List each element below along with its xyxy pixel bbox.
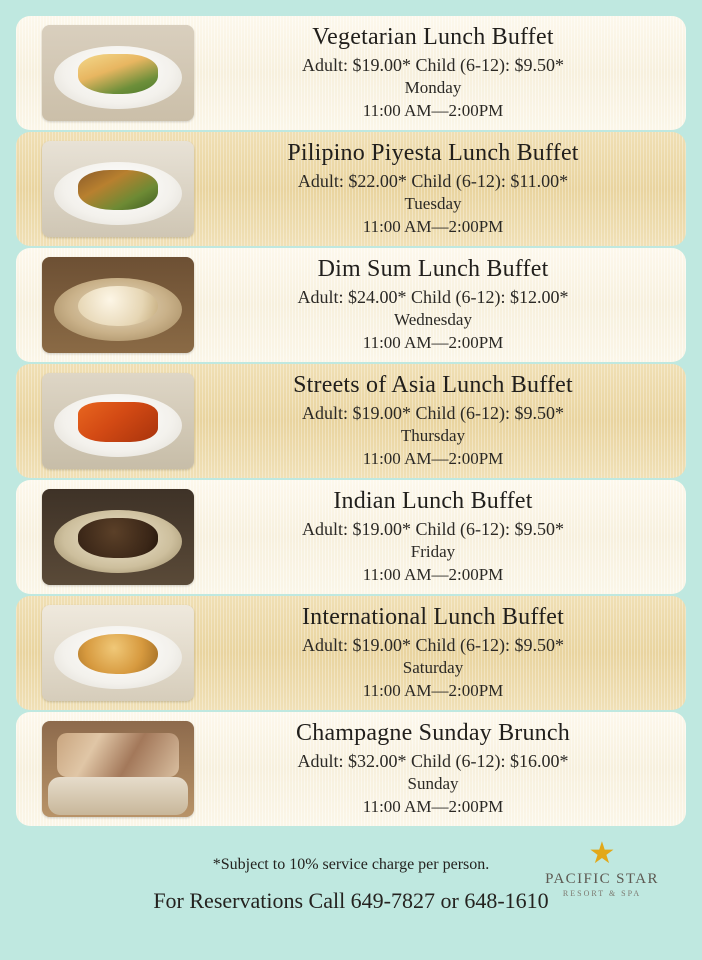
list-item (16, 480, 686, 594)
item-time: 11:00 AM—2:00PM (362, 101, 504, 121)
item-time: 11:00 AM—2:00PM (362, 217, 504, 237)
list-item (16, 596, 686, 710)
item-day: Friday (410, 542, 456, 562)
item-price: Adult: $19.00* Child (6-12): $9.50* (302, 635, 564, 656)
item-title: Dim Sum Lunch Buffet (317, 255, 549, 282)
roast-chicken-photo (42, 605, 194, 701)
item-price: Adult: $24.00* Child (6-12): $12.00* (297, 287, 569, 308)
item-price: Adult: $22.00* Child (6-12): $11.00* (297, 171, 569, 192)
table-shape (48, 777, 188, 815)
logo-name: PACIFIC STAR (545, 871, 659, 887)
service-charge-note: *Subject to 10% service charge per person. (212, 856, 490, 873)
item-text (194, 487, 686, 588)
list-item (16, 712, 686, 826)
item-day: Wednesday (394, 310, 472, 330)
list-item (16, 16, 686, 130)
item-title: Pilipino Piyesta Lunch Buffet (287, 139, 579, 166)
item-time: 11:00 AM—2:00PM (362, 681, 504, 701)
item-title: Champagne Sunday Brunch (296, 719, 570, 746)
item-text (194, 603, 686, 704)
food-shape (78, 170, 157, 210)
dim-sum-steamer-photo (42, 257, 194, 353)
item-day: Tuesday (404, 194, 462, 214)
item-price: Adult: $19.00* Child (6-12): $9.50* (302, 55, 564, 76)
item-title: International Lunch Buffet (301, 603, 564, 630)
item-price: Adult: $19.00* Child (6-12): $9.50* (302, 519, 564, 540)
list-item (16, 132, 686, 246)
item-title: Streets of Asia Lunch Buffet (293, 371, 573, 398)
item-time: 11:00 AM—2:00PM (362, 797, 504, 817)
item-price: Adult: $32.00* Child (6-12): $16.00* (297, 751, 569, 772)
item-day: Saturday (402, 658, 464, 678)
diners-shape (57, 733, 179, 777)
logo-subtitle: RESORT & SPA (562, 889, 642, 898)
item-price: Adult: $19.00* Child (6-12): $9.50* (302, 403, 564, 424)
list-item (16, 364, 686, 478)
food-shape (78, 402, 157, 442)
family-dining-photo (42, 721, 194, 817)
item-day: Sunday (407, 774, 459, 794)
item-text (194, 139, 686, 240)
item-title: Indian Lunch Buffet (333, 487, 533, 514)
indian-curry-pots-photo (42, 489, 194, 585)
item-time: 11:00 AM—2:00PM (362, 449, 504, 469)
item-time: 11:00 AM—2:00PM (362, 333, 504, 353)
item-text (194, 23, 686, 124)
buffet-list (16, 16, 686, 826)
item-title: Vegetarian Lunch Buffet (312, 23, 554, 50)
food-shape (78, 518, 157, 558)
reservations-line: For Reservations Call 649-7827 or 648-1610 (153, 888, 549, 913)
item-text (194, 371, 686, 472)
pacific-star-logo (540, 839, 664, 898)
list-item (16, 248, 686, 362)
item-time: 11:00 AM—2:00PM (362, 565, 504, 585)
item-day: Monday (404, 78, 462, 98)
poster-footer (16, 837, 686, 914)
food-shape (78, 54, 157, 94)
food-shape (78, 634, 157, 674)
item-text (194, 719, 686, 820)
asian-skewers-photo (42, 373, 194, 469)
item-text (194, 255, 686, 356)
filipino-dish-photo (42, 141, 194, 237)
item-day: Thursday (400, 426, 466, 446)
vegetarian-lasagna-photo (42, 25, 194, 121)
star-icon: ★ (588, 837, 616, 870)
food-shape (78, 286, 157, 326)
